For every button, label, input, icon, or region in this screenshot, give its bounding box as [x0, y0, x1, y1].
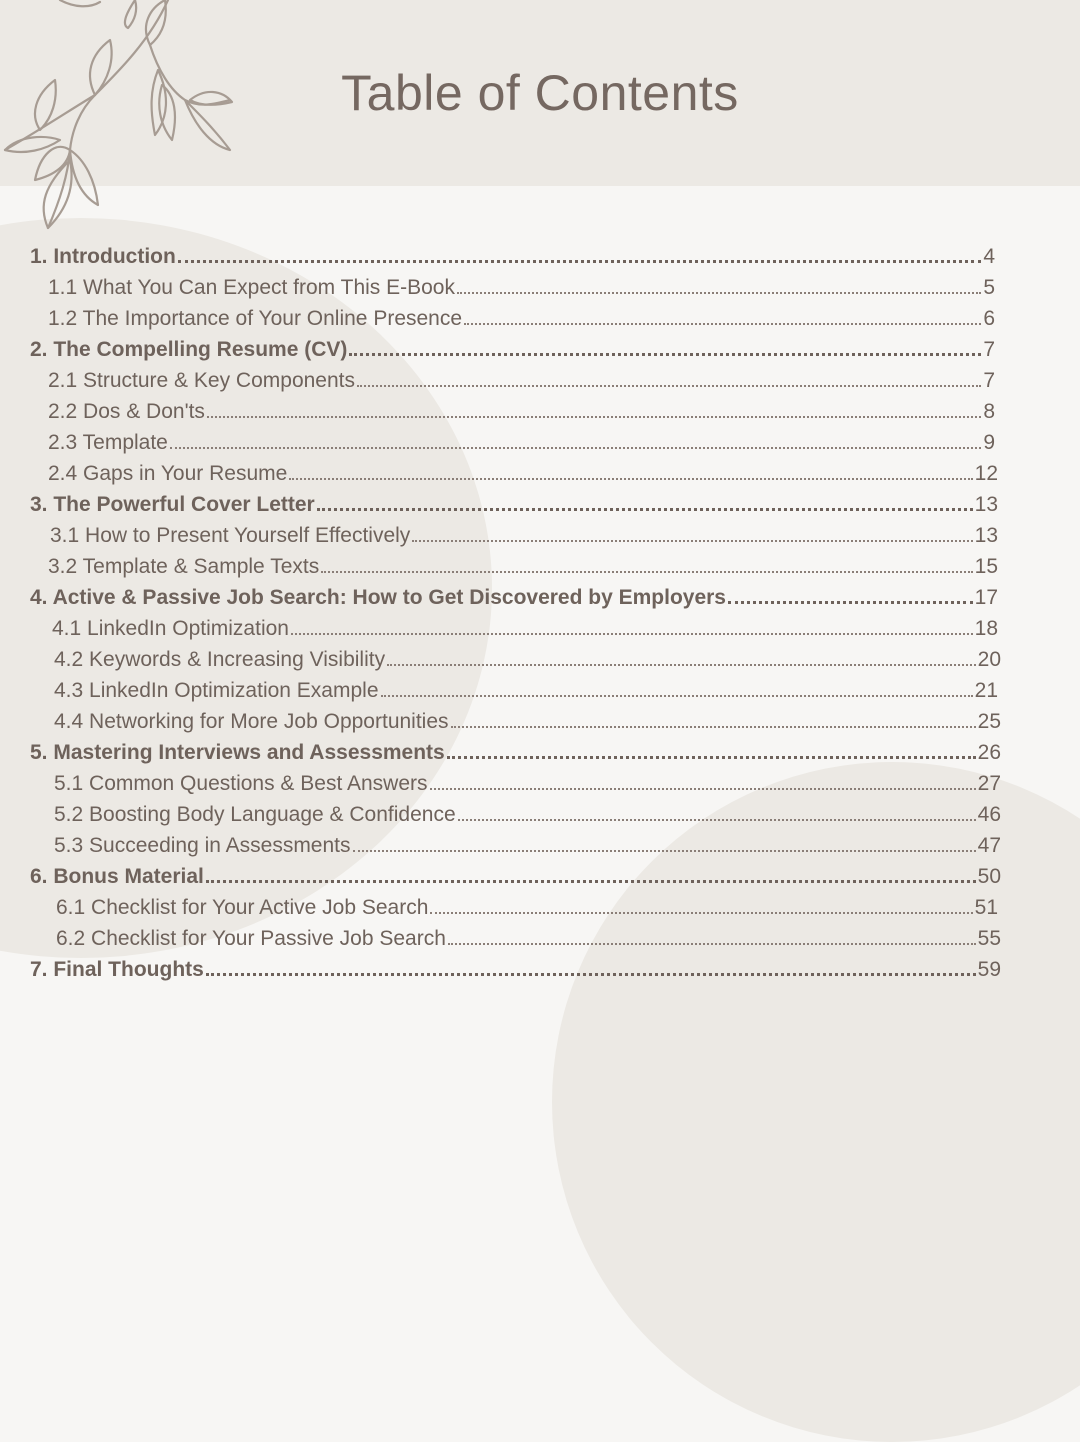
toc-entry[interactable]	[48, 458, 998, 489]
toc-entry[interactable]	[54, 799, 1001, 830]
toc-entry[interactable]	[48, 551, 998, 582]
toc-entry[interactable]	[56, 892, 998, 923]
toc-entry-page: 46	[977, 803, 1001, 826]
toc-entry-page: 12	[974, 462, 998, 485]
toc-entry[interactable]	[30, 489, 998, 520]
toc-leader-dots	[289, 477, 972, 480]
toc-entry-label: 1. Introduction	[30, 245, 176, 268]
toc-entry-page: 50	[977, 865, 1001, 888]
toc-leader-dots	[387, 663, 976, 666]
toc-entry-label: 5.1 Common Questions & Best Answers	[54, 772, 428, 795]
toc-entry-page: 8	[983, 400, 995, 423]
toc-entry-label: 5.2 Boosting Body Language & Confidence	[54, 803, 456, 826]
toc-leader-dots	[207, 415, 981, 418]
toc-leader-dots	[412, 539, 972, 542]
toc-entry-page: 20	[977, 648, 1001, 671]
toc-entry-label: 4.1 LinkedIn Optimization	[52, 617, 289, 640]
toc-entry-page: 9	[983, 431, 995, 454]
toc-entry-page: 5	[983, 276, 995, 299]
toc-entry-label: 6. Bonus Material	[30, 865, 204, 888]
toc-leader-dots	[464, 322, 981, 325]
toc-entry[interactable]	[48, 365, 995, 396]
toc-entry-label: 4. Active & Passive Job Search: How to Get Discovered by Employers	[30, 586, 726, 609]
toc-leader-dots	[353, 849, 976, 852]
toc-entry-page: 18	[974, 617, 998, 640]
toc-entry-label: 3.1 How to Present Yourself Effectively	[50, 524, 411, 547]
toc-entry-label: 3.2 Template & Sample Texts	[48, 555, 320, 578]
toc-entry[interactable]	[30, 737, 1001, 768]
toc-leader-dots	[349, 352, 981, 356]
toc-leader-dots	[321, 570, 972, 573]
toc-entry[interactable]	[30, 334, 995, 365]
toc-entry-page: 47	[977, 834, 1001, 857]
toc-leader-dots	[178, 259, 981, 263]
toc-entry[interactable]	[50, 520, 998, 551]
toc-entry[interactable]	[54, 830, 1001, 861]
toc-entry[interactable]	[54, 706, 1001, 737]
toc-entry-page: 51	[974, 896, 998, 919]
toc-entry-page: 7	[983, 369, 995, 392]
toc-entry-page: 13	[974, 493, 998, 516]
toc-leader-dots	[430, 911, 972, 914]
toc-leader-dots	[357, 384, 981, 387]
toc-entry-page: 13	[974, 524, 998, 547]
toc-entry[interactable]	[30, 954, 1001, 985]
toc-leader-dots	[206, 972, 976, 976]
toc-entry-label: 5. Mastering Interviews and Assessments	[30, 741, 445, 764]
toc-entry-label: 5.3 Succeeding in Assessments	[54, 834, 351, 857]
toc-entry[interactable]	[48, 396, 995, 427]
toc-entry[interactable]	[54, 768, 1001, 799]
toc-entry-page: 21	[974, 679, 998, 702]
toc-entry-page: 25	[977, 710, 1001, 733]
toc-entry-label: 6.2 Checklist for Your Passive Job Search	[56, 927, 446, 950]
toc-entry-label: 4.3 LinkedIn Optimization Example	[54, 679, 379, 702]
toc-entry[interactable]	[56, 923, 1001, 954]
toc-entry-label: 2.1 Structure & Key Components	[48, 369, 355, 392]
toc-leader-dots	[728, 600, 973, 604]
toc-leader-dots	[430, 787, 976, 790]
page-title: Table of Contents	[341, 65, 739, 121]
toc-entry-label: 2. The Compelling Resume (CV)	[30, 338, 348, 361]
toc-entry[interactable]	[48, 272, 995, 303]
toc-entry[interactable]	[30, 861, 1001, 892]
toc-entry[interactable]	[54, 675, 998, 706]
toc-entry-page: 7	[983, 338, 995, 361]
toc-entry[interactable]	[30, 582, 998, 613]
toc-entry-page: 55	[977, 927, 1001, 950]
toc-entry-page: 6	[983, 307, 995, 330]
toc-entry-label: 1.2 The Importance of Your Online Presence	[48, 307, 463, 330]
toc-entry-page: 17	[974, 586, 998, 609]
toc-entry-label: 2.4 Gaps in Your Resume	[48, 462, 288, 485]
toc-entry[interactable]	[30, 241, 995, 272]
toc-entry-label: 3. The Powerful Cover Letter	[30, 493, 315, 516]
toc-entry-label: 2.3 Template	[48, 431, 168, 454]
toc-leader-dots	[447, 755, 976, 759]
toc-leader-dots	[170, 446, 981, 449]
toc-leader-dots	[458, 818, 976, 821]
toc-entry-page: 4	[983, 245, 995, 268]
toc-entry[interactable]	[54, 644, 1001, 675]
toc-entry[interactable]	[48, 303, 995, 334]
toc-leader-dots	[206, 879, 976, 883]
toc-entry-label: 4.4 Networking for More Job Opportunities	[54, 710, 449, 733]
toc-entry-page: 59	[977, 958, 1001, 981]
toc-entry-label: 4.2 Keywords & Increasing Visibility	[54, 648, 386, 671]
toc-leader-dots	[457, 291, 981, 294]
toc-entry-label: 6.1 Checklist for Your Active Job Search	[56, 896, 429, 919]
toc-entry-page: 27	[977, 772, 1001, 795]
toc-leader-dots	[291, 632, 973, 635]
toc-entry[interactable]	[52, 613, 998, 644]
toc-leader-dots	[317, 507, 973, 511]
toc-leader-dots	[381, 694, 973, 697]
toc-entry-page: 15	[974, 555, 998, 578]
toc-entry-page: 26	[977, 741, 1001, 764]
toc-leader-dots	[448, 942, 976, 945]
toc-leader-dots	[451, 725, 976, 728]
toc-entry-label: 2.2 Dos & Don'ts	[48, 400, 205, 423]
toc-entry[interactable]	[48, 427, 995, 458]
toc-entry-label: 1.1 What You Can Expect from This E-Book	[48, 276, 455, 299]
toc-entry-label: 7. Final Thoughts	[30, 958, 204, 981]
